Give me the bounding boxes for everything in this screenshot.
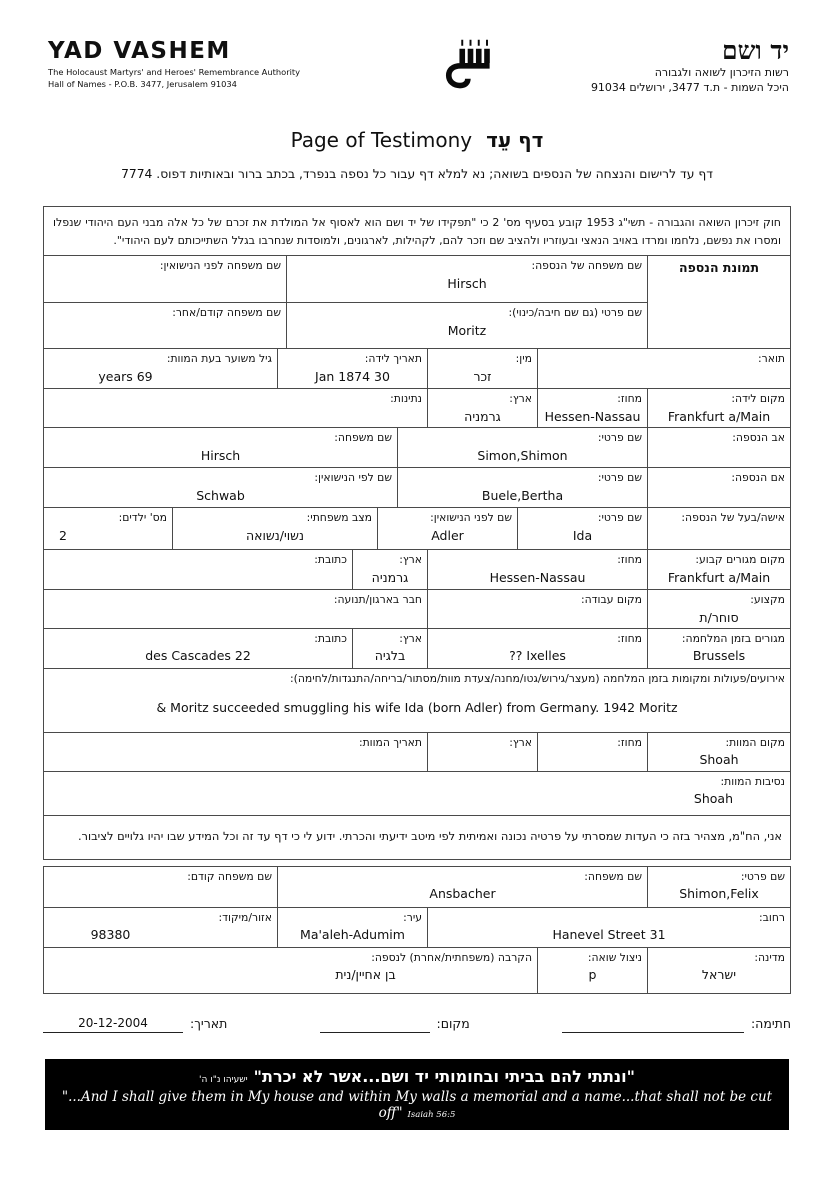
field-value: Frankfurt a/Main [667,408,771,424]
field-death-place [648,733,790,771]
field-value: Simon,Shimon [477,447,568,463]
field-wartime-residence [648,629,790,668]
names-block [44,255,790,348]
field-value: ?? Ixelles [509,648,566,664]
names-fields [44,256,648,348]
row-death-circumstances [44,771,790,815]
field-value: Ansbacher [429,886,496,902]
field-label: מקצוע: [750,593,785,606]
field-label: שם פרטי: [597,431,642,444]
field-label: גיל משוער בעת המוות: [166,352,272,366]
field-occupation [648,590,790,628]
field-workplace [428,590,648,628]
field-label: מחוז: [617,553,642,566]
field-value: Shoah [699,752,739,768]
field-value: Hessen-Nassau [544,408,641,424]
header-en-line2: Hall of Names - P.O.B. 3477, Jerusalem 91034 [48,79,237,89]
field-label: כתובת: [314,553,347,566]
field-label: הקרבה (משפחתית/אחרת) לנספה: [371,950,532,964]
field-label: שם משפחה: [334,431,392,444]
row-title-gender-birth [44,348,790,388]
field-organization-membership [44,590,428,628]
field-value: Adler [431,527,464,543]
field-value: נשוי/נשואה [245,527,305,543]
field-value: Hessen-Nassau [489,569,586,585]
field-label: מקום עבודה: [580,593,642,606]
field-submitter-survivor [538,948,648,993]
field-submitter-relation [44,948,538,993]
field-wartime-district [428,629,648,668]
field-label: תאריך המוות: [358,735,422,749]
field-submitter-first-name [648,867,790,907]
row-submitter-names [44,867,790,907]
field-mother-first-name [398,468,648,507]
field-value: years 69 [98,368,153,384]
row-death [44,732,790,771]
yad-vashem-wordmark-en: YAD VASHEM [48,38,231,64]
field-wartime-events [44,669,790,732]
header-he-line1: רשות הזיכרון לשואה ולגבורה [654,66,789,80]
field-value: Hirsch [447,275,487,291]
field-gender [428,349,538,388]
row-wartime-residence [44,628,790,668]
quote-english [49,1089,785,1121]
field-label: נסיבות המוות: [720,774,785,788]
field-value: & Moritz succeeded smuggling his wife Ida (born Adler) from Germany. 1942 Moritz [156,700,678,716]
menorah-logo-icon [445,38,493,104]
field-label: אזור/מיקוד: [218,910,272,924]
field-marital-status [173,508,378,549]
field-birth-district [538,389,648,427]
field-label: ארץ: [399,631,422,645]
field-label: מצב משפחתי: [306,511,372,524]
quote-hebrew [49,1066,785,1088]
field-value: Ma'aleh-Adumim [300,927,405,943]
field-label: שם משפחה לפני הנישואין: [159,259,281,273]
field-submitter-city [278,908,428,947]
photo-label: תמונת הנספה [679,260,759,276]
field-value: גרמניה [371,569,409,585]
row-birth-place [44,388,790,427]
yad-vashem-wordmark-he: יד ושם [722,36,789,65]
field-value: בלגיה [374,648,406,664]
victim-form [43,206,791,860]
place-label: מקום: [436,1015,470,1031]
field-father-first-name [398,428,648,467]
law-text: חוק זיכרון השואה והגבורה - תשי"ג 1953 קובע בסעיף מס' 2 כי "תפקידו של יד ושם הוא לאסוף אל המולדת את זכרם של כל אלה מבני העם היהודי שנפלו ומסרו את נפשם, נלחמו ומרדו באויב הנאצי ובעוזריו ולהציב שם וזכר להם, לקהילות, לארגונים, ולמוסדות שנחרבו בגלל השתייכותם לעם היהודי". [53,216,781,247]
field-label: ניצול שואה: [587,950,642,964]
field-value: Hirsch [200,447,241,463]
field-label: מקום לידה: [731,392,785,406]
place-field [320,1016,470,1033]
field-residence-address [44,550,353,589]
field-father-family-name [44,428,398,467]
header-en-line1: The Holocaust Martyrs' and Heroes' Remembrance Authority [48,66,301,77]
field-submitter-country [648,948,790,993]
field-label: תאריך לידה: [364,352,422,366]
field-residence-country [353,550,428,589]
field-label: שם משפחה של הנספה: [531,259,642,273]
row-first-names [44,302,647,348]
field-victim-former-name [44,303,287,348]
date-label: תאריך: [190,1015,228,1031]
row-occupation [44,589,790,628]
field-label: ארץ: [399,553,422,566]
instructions-line: דף עד לרישום והנצחה של הנספים בשואה; נא למלא דף עבור כל נספה בנפרד, בכתב ברור ובאותיות דפוס. 7774 [121,167,713,181]
field-value: Shoah [693,791,733,807]
signature-field [562,1016,791,1033]
field-children-count [44,508,173,549]
field-value: Schwab [196,487,245,503]
field-birth-country [428,389,538,427]
row-permanent-residence [44,549,790,589]
field-victim-first-name [287,303,647,348]
field-label: מין: [515,352,532,366]
header-hebrew [589,38,789,94]
row-submitter-country-relation [44,947,790,993]
field-age-at-death [44,349,278,388]
field-label: שם משפחה: [584,869,642,883]
field-label: מדינה: [754,950,785,964]
field-victim-family-name [287,256,647,302]
field-mother-maiden-name [44,468,398,507]
quote-hebrew-text: "ונתתי להם בביתי ובחומותי יד ושם...אשר לא יכרת" [253,1066,635,1086]
field-label: נתינות: [390,392,422,406]
signature-label: חתימה: [750,1015,791,1031]
field-victim-maiden-name [44,256,287,302]
field-value: des Cascades 22 [145,648,251,664]
field-value: 98380 [90,927,131,943]
field-label: חבר בארגון/תנועה: [333,593,422,606]
place-line [320,1016,430,1033]
row-spouse [44,507,790,549]
field-victim-title [538,349,790,388]
row-family-names [44,256,647,302]
field-label: ארץ: [509,735,532,749]
field-label: רחוב: [759,910,785,924]
field-label: מקום מגורים קבוע: [695,553,785,566]
submitter-form [43,866,791,994]
victim-photo-cell [648,256,790,348]
field-residence-district [428,550,648,589]
page-title-hebrew: דף עֵד [486,128,544,152]
row-submitter-address [44,907,790,947]
field-value: Moritz [447,322,487,338]
field-value: גרמניה [464,408,501,424]
field-death-date [44,733,428,771]
field-submitter-former-name [44,867,278,907]
field-birth-place [648,389,790,427]
quote-banner [45,1059,789,1131]
field-spouse-first-name [518,508,648,549]
field-spouse-header [648,508,790,549]
declaration-text: אני, הח"מ, מצהיר בזה כי העדות שמסרתי על פרטיה נכונה ואמיתית לפי מיטב ידיעתי והכרתי. ידוע לי כי דף עד זה וכל המידע שבו יהיו גלויים לציבור. [44,815,790,859]
signature-row [43,1016,791,1033]
field-value: סוחר/ת [699,609,739,625]
field-label: מחוז: [617,631,642,645]
field-value: Buele,Bertha [481,487,564,503]
field-label: כתובת: [314,631,347,645]
field-submitter-zip [44,908,278,947]
field-wartime-address [44,629,353,668]
field-label: מגורים בזמן המלחמה: [681,631,785,645]
field-value: בן אחיין/נית [335,967,396,983]
field-label: מס' ילדים: [118,511,167,524]
field-death-district [538,733,648,771]
field-label: מקום המוות: [725,735,785,749]
field-value: Ida [572,527,593,543]
row-father [44,427,790,467]
field-value: זכר [473,368,492,384]
signature-line [562,1016,744,1033]
field-birth-date [278,349,428,388]
field-value: 2 [59,527,67,543]
header-english [48,38,348,89]
field-father-header [648,428,790,467]
field-submitter-family-name [278,867,648,907]
field-label: מחוז: [617,392,642,406]
date-line: 20-12-2004 [43,1016,183,1033]
field-value: ישראל [701,967,737,983]
field-label: שם פרטי: [740,869,785,883]
field-death-circumstances [44,772,790,815]
row-wartime-events [44,668,790,732]
date-field [43,1016,227,1033]
quote-english-text: "...And I shall give them in My house and within My walls a memorial and a name...that shall not be cut off" [61,1089,773,1122]
page-title [0,128,834,152]
field-submitter-street [428,908,790,947]
field-label: אב הנספה: [732,431,785,444]
field-label: שם לפני הנישואין: [430,511,512,524]
field-label: שם פרטי: [597,511,642,524]
field-label: תואר: [758,352,785,366]
field-label: אישה/בעל של הנספה: [681,511,785,524]
field-citizenship [44,389,428,427]
field-mother-header [648,468,790,507]
field-label: שם לפי הנישואין: [314,471,392,484]
field-wartime-country [353,629,428,668]
quote-hebrew-reference: ישעיהו נ"ו ה' [199,1074,248,1085]
header-he-line2: היכל השמות - ת.ד 3477, ירושלים 91034 [590,81,789,95]
field-label: ארץ: [509,392,532,406]
field-label: שם משפחה קודם: [187,869,272,883]
field-label: עיר: [403,910,422,924]
field-value: Frankfurt a/Main [667,569,771,585]
field-label: שם פרטי: [597,471,642,484]
row-mother [44,467,790,507]
field-label: אם הנספה: [731,471,785,484]
field-value: Jan 1874 30 [315,368,390,384]
quote-english-reference: Isaiah 56:5 [407,1110,456,1121]
field-value: Shimon,Felix [679,886,759,902]
document-header [0,0,834,104]
field-permanent-residence [648,550,790,589]
field-value: p [588,967,597,983]
field-label: שם משפחה קודם/אחר: [172,306,281,320]
field-label: מחוז: [617,735,642,749]
field-label: שם פרטי (גם שם חיבה/כינוי): [508,306,642,320]
field-value: Hanevel Street 31 [552,927,666,943]
field-death-country [428,733,538,771]
field-spouse-maiden-name [378,508,518,549]
field-label: אירועים/פעולות ומקומות בזמן המלחמה (מעצר/גירוש/גטו/מחנה/צעדת מוות/מסתור/בריחה/התנגדות/לחימה): [290,671,785,685]
page-title-english: Page of Testimony [290,128,473,152]
field-value: Brussels [692,648,746,664]
